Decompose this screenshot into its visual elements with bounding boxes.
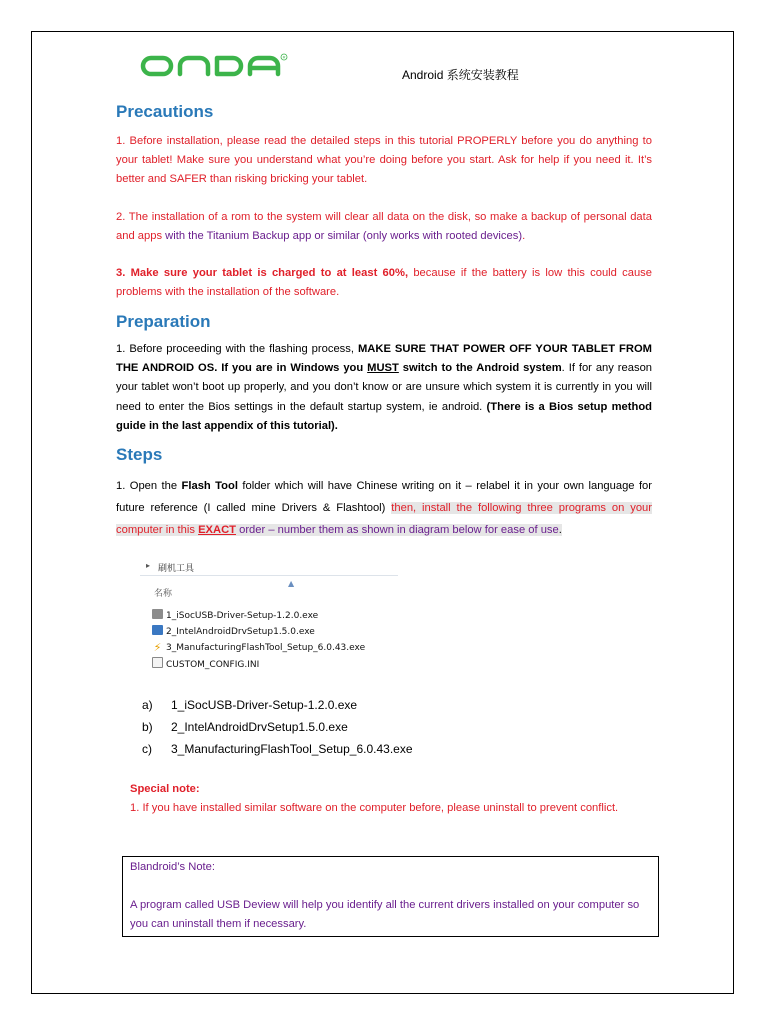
- prep-switch: switch to the Android system: [398, 362, 562, 375]
- special-note-title: Special note:: [130, 783, 200, 795]
- step-end: .: [558, 524, 562, 536]
- installer-icon: [152, 625, 163, 635]
- program-item: [142, 742, 413, 756]
- file-name: 3_ManufacturingFlashTool_Setup_6.0.43.exe: [166, 643, 366, 653]
- precaution-2-backup: with the Titanium Backup app or similar (only works with rooted devices): [165, 230, 523, 243]
- step-install: then, install the following three programs on your computer in this: [116, 502, 652, 536]
- prep-windows: . If you are in Windows you: [214, 362, 368, 375]
- chevron-right-icon: ▸: [146, 561, 151, 570]
- config-file-icon: [152, 657, 163, 668]
- step-order: order – number them as shown in diagram below for ease of use: [236, 524, 559, 536]
- file-name: 2_IntelAndroidDrvSetup1.5.0.exe: [166, 627, 315, 637]
- installer-icon: [152, 609, 163, 619]
- preparation-text: [116, 340, 652, 436]
- precaution-3-rest: because if the battery is low this could cause problems with the installation of the software.: [116, 267, 652, 299]
- explorer-path-bar[interactable]: [140, 559, 398, 576]
- precaution-2-end: .: [522, 230, 526, 243]
- prep-power-off: MAKE SURE THAT POWER OFF YOUR TABLET FROM THE ANDROID OS: [116, 343, 652, 375]
- step-exact: EXACT: [198, 524, 236, 536]
- program-label: b): [142, 720, 153, 734]
- explorer-column-name[interactable]: 名称: [154, 589, 173, 599]
- precautions-heading: Precautions: [116, 102, 214, 121]
- steps-heading: Steps: [116, 445, 163, 464]
- program-name: 3_ManufacturingFlashTool_Setup_6.0.43.exe: [171, 742, 413, 756]
- step-open: 1. Open the: [116, 480, 182, 492]
- file-item[interactable]: [152, 625, 315, 637]
- onda-logo: [140, 52, 290, 80]
- blandroid-note-text: A program called USB Deview will help you identify all the current drivers installed on your computer so you can uninstall them if necessary.: [130, 899, 640, 931]
- program-name: 1_iSocUSB-Driver-Setup-1.2.0.exe: [171, 698, 358, 712]
- svg-text:R: R: [282, 54, 286, 60]
- program-item: [142, 720, 348, 734]
- file-item[interactable]: [152, 641, 365, 653]
- lightning-icon: ⚡: [153, 641, 162, 654]
- file-name: 1_iSocUSB-Driver-Setup-1.2.0.exe: [166, 611, 319, 621]
- preparation-heading: Preparation: [116, 312, 211, 331]
- program-label: a): [142, 698, 153, 712]
- steps-text: [116, 475, 652, 541]
- sort-up-icon: ▲: [288, 579, 295, 588]
- special-note-text: 1. If you have installed similar software on the computer before, please uninstall to prevent conflict.: [130, 802, 619, 814]
- prep-intro: 1. Before proceeding with the flashing process,: [116, 343, 358, 355]
- precaution-2-text: 2. The installation of a rom to the system will clear all data on the disk, so make a backup of personal data and apps: [116, 211, 652, 243]
- prep-appendix: (There is a Bios setup method guide in the last appendix of this tutorial).: [116, 400, 652, 432]
- step-flash-tool: Flash Tool: [181, 480, 238, 492]
- explorer-path: 刷机工具: [158, 564, 195, 574]
- prep-bios: . If for any reason your tablet won’t boot up properly, and you don’t know or are unsure which system it is currently in you will need to enter the Bios settings in the default startup system, ie android.: [116, 362, 653, 413]
- precaution-2: [116, 208, 652, 246]
- explorer-screenshot: [140, 557, 398, 673]
- precaution-3: [116, 264, 652, 302]
- file-item[interactable]: [152, 657, 259, 670]
- prep-must: MUST: [367, 362, 399, 375]
- file-item[interactable]: [152, 609, 318, 621]
- program-name: 2_IntelAndroidDrvSetup1.5.0.exe: [171, 720, 348, 734]
- precaution-1: 1. Before installation, please read the detailed steps in this tutorial PROPERLY before you do anything to your tablet! Make sure you understand what you’re doing before you start. Ask for help if you need it. It’s better and SAFER than risking bricking your tablet.: [116, 135, 652, 186]
- precaution-3-bold: 3. Make sure your tablet is charged to at least 60%,: [116, 267, 409, 279]
- blandroid-note-title: Blandroid’s Note:: [130, 861, 215, 873]
- step-relabel: folder which will have Chinese writing on it – relabel it in your own language for future reference (I called mine Drivers & Flashtool): [116, 480, 653, 514]
- program-item: [142, 698, 357, 712]
- file-name: CUSTOM_CONFIG.INI: [166, 660, 260, 670]
- document-title: Android 系统安装教程: [402, 68, 519, 82]
- program-label: c): [142, 742, 152, 756]
